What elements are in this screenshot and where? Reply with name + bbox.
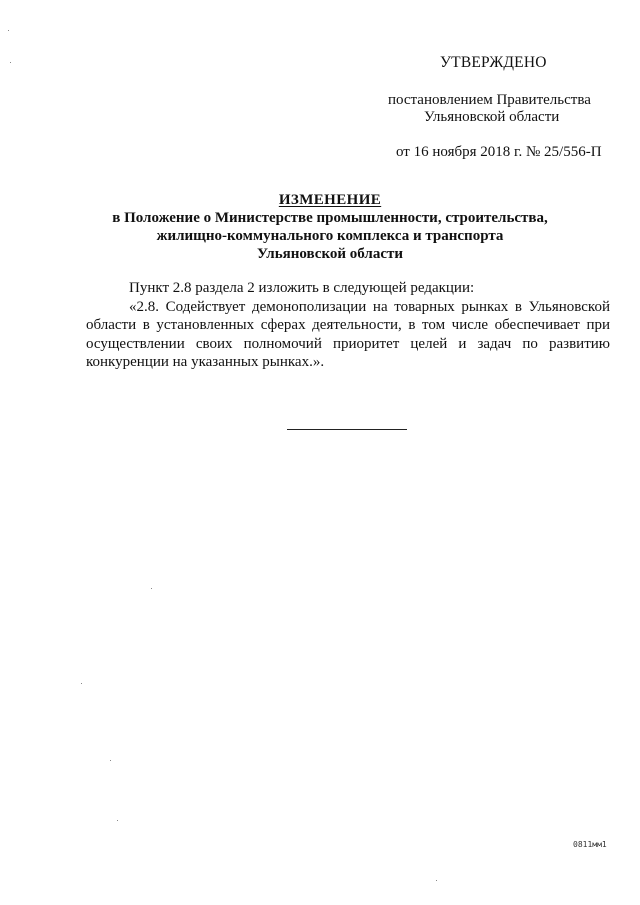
end-separator-line <box>287 429 407 430</box>
approval-stamp-title: УТВЕРЖДЕНО <box>440 54 547 71</box>
heading-line-3: Ульяновской области <box>256 246 404 262</box>
scan-speck <box>151 588 152 589</box>
heading-line-2: жилищно-коммунального комплекса и транспорта <box>156 228 504 244</box>
scan-speck <box>436 880 437 881</box>
document-body <box>86 279 610 372</box>
approval-decree-by: постановлением Правительства <box>388 92 591 108</box>
document-heading <box>80 191 580 263</box>
approval-region: Ульяновской области <box>424 109 560 125</box>
scan-speck <box>81 683 82 684</box>
approval-date-number: от 16 ноября 2018 г. № 25/556-П <box>396 144 602 160</box>
scan-speck <box>8 30 9 31</box>
body-paragraph-1: Пункт 2.8 раздела 2 изложить в следующей редакции: <box>129 280 475 296</box>
body-paragraph-2: «2.8. Содействует демонополизации на товарных рынках в Ульяновской области в установленных сферах деятельности, в том числе обеспечивает при осуществлении своих полномочий приоритет целей и задач по развитию конкуренции на указанных рынках.». <box>86 298 610 370</box>
heading-line-1: в Положение о Министерстве промышленности, строительства, <box>112 210 548 226</box>
scan-speck <box>10 62 11 63</box>
scan-speck <box>117 820 118 821</box>
footer-document-code: 0811мм1 <box>573 840 607 849</box>
scan-speck <box>110 760 111 761</box>
heading-title: ИЗМЕНЕНИЕ <box>278 192 382 208</box>
